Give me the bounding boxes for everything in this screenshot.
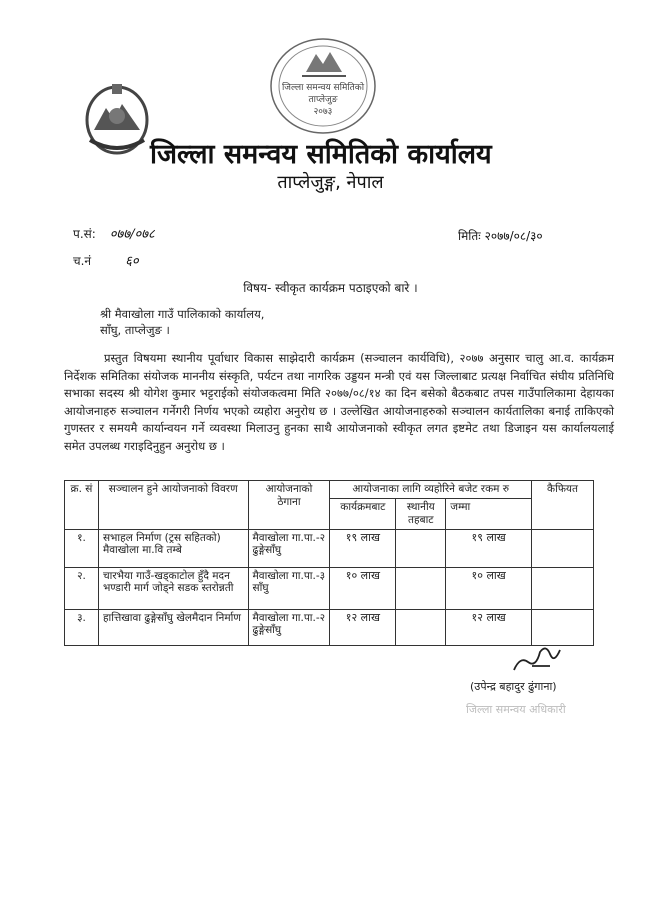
row-location: मैवाखोला गा.पा.-३ साँघु [248,568,330,610]
reference-number [73,224,155,242]
row-sn: ३. [65,610,99,646]
row-local-amount [396,568,446,610]
table-row [65,568,594,610]
row-total-amount: १९ लाख [446,530,532,568]
row-program-amount: १० लाख [330,568,396,610]
date-label: मितिः [458,229,481,243]
row-location: मैवाखोला गा.पा.-२ ढुङ्गेसाँघु [248,530,330,568]
letter-subject: विषय- स्वीकृत कार्यक्रम पठाइएको बारे । [243,281,418,295]
row-total-amount: १० लाख [446,568,532,610]
header-program: कार्यक्रमबाट [330,499,396,530]
dispatch-number [73,251,139,269]
header-total: जम्मा [446,499,532,530]
signer-name: (उपेन्द्र बहादुर ढुंगाना) [470,680,557,693]
date-value: २०७७/०८/३० [484,229,543,243]
header-location: आयोजनाको ठेगाना [248,481,330,530]
letter-body [64,350,614,455]
dispatch-value: ६० [125,254,139,269]
row-program-amount: १२ लाख [330,610,396,646]
row-description: चारभैया गाउँ-खड्काटोल हुँदै मदन भण्डारी मार्ग जोड्ने सडक स्तरोन्नती [98,568,248,610]
reference-label: प.सं: [73,227,96,241]
table-row [65,530,594,568]
row-remarks [532,530,594,568]
header-budget-group: आयोजनाका लागि व्यहोरिने बजेट रकम रु [330,481,532,499]
seal-office-name: जिल्ला समन्वय समितिको [281,83,365,93]
nepal-emblem-icon [82,78,152,158]
letter-date [458,227,543,244]
row-description: हात्तिखावा ढुङ्गेसाँघु खेलमैदान निर्माण [98,610,248,646]
project-table [64,480,594,646]
row-sn: २. [65,568,99,610]
reference-value: ०७७/०७८ [109,227,155,242]
row-local-amount [396,530,446,568]
row-program-amount: १९ लाख [330,530,396,568]
dispatch-label: च.नं [73,254,92,268]
signature-icon [510,636,570,676]
recipient-line-2: साँघु, ताप्लेजुङ । [100,323,170,337]
header-description: सञ्चालन हुने आयोजनाको विवरण [98,481,248,530]
seal-text [262,82,384,118]
row-location: मैवाखोला गा.पा.-२ ढुङ्गेसाँघु [248,610,330,646]
office-location: ताप्लेजुङ्ग, नेपाल [277,172,384,193]
header-remarks: कैफियत [532,481,594,530]
office-title: जिल्ला समन्वय समितिको कार्यालय [150,139,492,170]
header-sn: क्र. सं [65,481,99,530]
recipient-line-1: श्री मैवाखोला गाउँ पालिकाको कार्यालय, [100,307,265,321]
row-remarks [532,568,594,610]
row-description: सभाहल निर्माण (ट्रस सहितको) मैवाखोला मा.वि तम्बे [98,530,248,568]
header-local: स्थानीय तहबाट [396,499,446,530]
seal-year: २०७३ [313,107,333,117]
signer-designation: जिल्ला समन्वय अधिकारी [466,703,566,716]
row-total-amount: १२ लाख [446,610,532,646]
row-local-amount [396,610,446,646]
row-sn: १. [65,530,99,568]
body-paragraph: प्रस्तुत विषयमा स्थानीय पूर्वाधार विकास साझेदारी कार्यक्रम (सञ्चालन कार्यविधि), २०७७ अनुसार चालु आ.व. कार्यक्रम निर्देशक समितिका संयोजक माननीय संस्कृति, पर्यटन तथा नागरिक उड्डयन मन्त्री एवं यस जिल्लाबाट प्रत्यक्ष निर्वाचित संघीय प्रतिनिधि सभाका सदस्य श्री योगेश कुमार भट्टराईको संयोजकत्वमा मिति २०७७/०८/१४ का दिन बसेको बैठकबाट तपस गाउँपालिकामा देहायका आयोजनाहरु सञ्चालन गर्नेगरी निर्णय भएको व्यहोरा अनुरोध छ । उल्लेखित आयोजनाहरुको सञ्चालन कार्यतालिका बनाई ताकिएको गुणस्तर र समयमै कार्यान्वयन गर्ने व्यवस्था मिलाउनु हुनका साथै आयोजनाको स्वीकृत लगत इष्टमेट तथा डिजाइन यस कार्यालयलाई समेत उपलब्ध गराइदिनुहुन अनुरोध छ । [64,351,614,453]
seal-place: ताप्लेजुङ [308,95,338,105]
